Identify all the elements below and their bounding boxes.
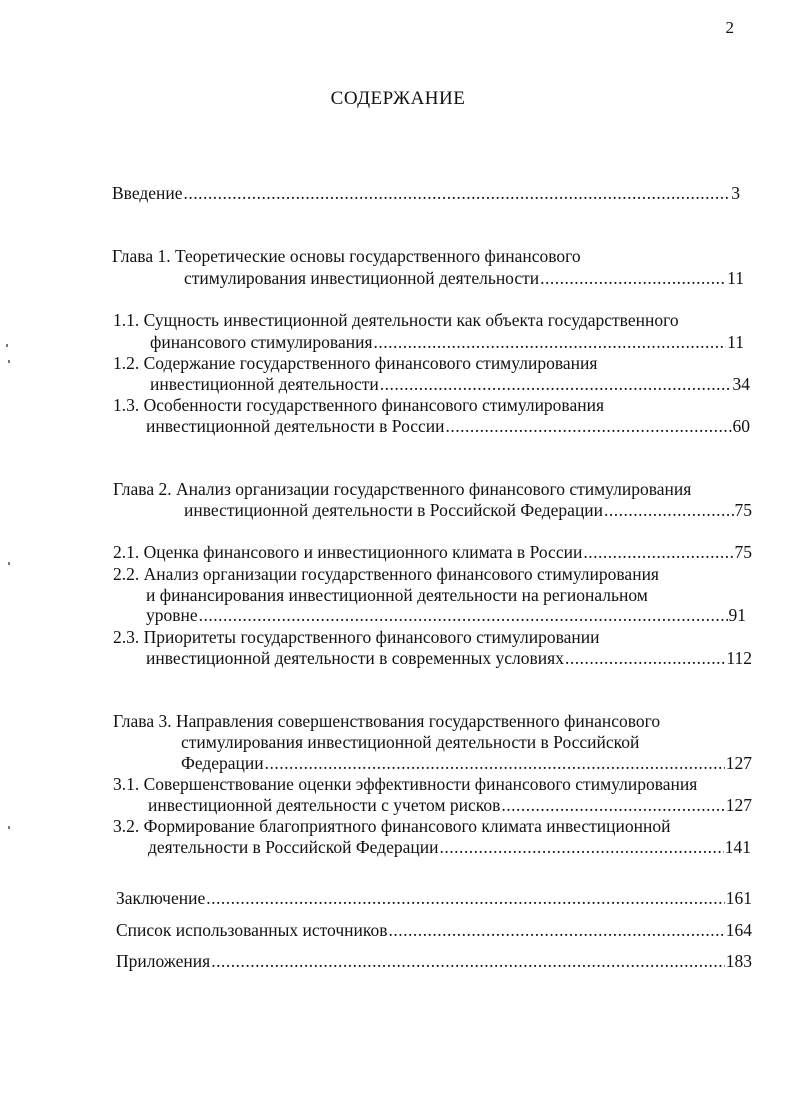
- toc-page-number: 141: [724, 837, 751, 857]
- toc-section-2-2-title[interactable]: 2.2. Анализ организации государственного финансового стимулирования: [113, 564, 659, 584]
- toc-section-1-1[interactable]: [150, 332, 744, 353]
- toc-entry-label: уровне: [146, 605, 198, 625]
- toc-section-2-3[interactable]: [146, 648, 752, 669]
- leader-dots: [211, 951, 725, 972]
- toc-entry-appendix[interactable]: [116, 951, 752, 972]
- toc-entry-label: инвестиционной деятельности: [150, 374, 379, 394]
- toc-entry-label: 2.1. Оценка финансового и инвестиционного климата в России: [113, 542, 583, 562]
- toc-section-2-1[interactable]: [113, 542, 752, 563]
- toc-page-number: 75: [734, 542, 752, 562]
- toc-chapter-2-title[interactable]: Глава 2. Анализ организации государственного финансового стимулирования: [113, 479, 692, 499]
- toc-section-1-3-title[interactable]: 1.3. Особенности государственного финансового стимулирования: [113, 395, 605, 415]
- toc-entry-label: Введение: [112, 183, 183, 203]
- toc-page-number: 164: [725, 920, 752, 940]
- toc-entry-intro[interactable]: [112, 183, 740, 204]
- toc-entry-label: деятельности в Российской Федерации: [148, 837, 439, 857]
- leader-dots: [184, 183, 731, 204]
- leader-dots: [439, 837, 723, 858]
- toc-entry-label: инвестиционной деятельности в Российской Федерации: [184, 500, 604, 520]
- toc-chapter-1-title[interactable]: Глава 1. Теоретические основы государственного финансового: [112, 246, 581, 266]
- toc-entry-label: инвестиционной деятельности в России: [146, 416, 445, 436]
- leader-dots: [446, 416, 732, 437]
- toc-section-3-2-title[interactable]: 3.2. Формирование благоприятного финансового климата инвестиционной: [113, 816, 671, 836]
- toc-section-1-3[interactable]: [146, 416, 750, 437]
- toc-page-number: 11: [727, 268, 744, 288]
- leader-dots: [565, 648, 725, 669]
- leader-dots: [583, 542, 733, 563]
- toc-page-number: 75: [734, 500, 752, 520]
- leader-dots: [380, 374, 732, 395]
- toc-page-number: 60: [732, 416, 750, 436]
- leader-dots: [501, 795, 724, 816]
- toc-section-1-2[interactable]: [150, 374, 750, 395]
- toc-entry-label: Федерации: [181, 753, 264, 773]
- toc-entry-sources[interactable]: [116, 920, 752, 941]
- toc-section-1-1-title[interactable]: 1.1. Сущность инвестиционной деятельности как объекта государственного: [113, 310, 679, 330]
- toc-section-3-1-title[interactable]: 3.1. Совершенствование оценки эффективности финансового стимулирования: [113, 774, 698, 794]
- scan-artifact: [8, 826, 10, 829]
- leader-dots: [389, 920, 725, 941]
- toc-chapter-2[interactable]: [184, 500, 752, 521]
- toc-page-number: 34: [732, 374, 750, 394]
- toc-chapter-3-title-cont[interactable]: стимулирования инвестиционной деятельности в Российской: [181, 732, 640, 752]
- toc-section-1-2-title[interactable]: 1.2. Содержание государственного финансового стимулирования: [113, 353, 598, 373]
- toc-entry-label: инвестиционной деятельности в современных условиях: [146, 648, 564, 668]
- toc-page-number: 183: [725, 951, 752, 971]
- toc-entry-label: стимулирования инвестиционной деятельности: [184, 268, 540, 288]
- toc-section-3-2[interactable]: [148, 837, 751, 858]
- leader-dots: [206, 888, 725, 909]
- toc-page-number: 91: [728, 605, 746, 625]
- scan-artifact: [6, 344, 8, 347]
- toc-entry-label: инвестиционной деятельности с учетом рисков: [148, 795, 501, 815]
- leader-dots: [265, 753, 725, 774]
- toc-page-number: 112: [726, 648, 752, 668]
- toc-page-number: 11: [727, 332, 744, 352]
- toc-page-number: 127: [725, 753, 752, 773]
- toc-entry-label: финансового стимулирования: [150, 332, 373, 352]
- page-number: 2: [725, 18, 734, 37]
- toc-chapter-1[interactable]: [184, 268, 744, 289]
- leader-dots: [199, 605, 728, 626]
- leader-dots: [540, 268, 726, 289]
- toc-section-3-1[interactable]: [148, 795, 752, 816]
- scan-artifact: [8, 562, 10, 565]
- toc-chapter-3[interactable]: [181, 753, 752, 774]
- toc-chapter-3-title[interactable]: Глава 3. Направления совершенствования государственного финансового: [113, 711, 661, 731]
- toc-section-2-3-title[interactable]: 2.3. Приоритеты государственного финансового стимулировании: [113, 627, 600, 647]
- toc-entry-label: Заключение: [116, 888, 206, 908]
- toc-entry-conclusion[interactable]: [116, 888, 752, 909]
- toc-entry-label: Список использованных источников: [116, 920, 388, 940]
- toc-entry-label: Приложения: [116, 951, 211, 971]
- toc-page-number: 127: [725, 795, 752, 815]
- scan-artifact: [8, 360, 10, 363]
- toc-page-number: 3: [731, 183, 740, 203]
- toc-section-2-2-title-cont[interactable]: и финансирования инвестиционной деятельности на региональном: [146, 585, 648, 605]
- leader-dots: [604, 500, 733, 521]
- leader-dots: [374, 332, 727, 353]
- toc-section-2-2[interactable]: [146, 605, 746, 626]
- toc-page-number: 161: [725, 888, 752, 908]
- page-title: СОДЕРЖАНИЕ: [330, 88, 466, 109]
